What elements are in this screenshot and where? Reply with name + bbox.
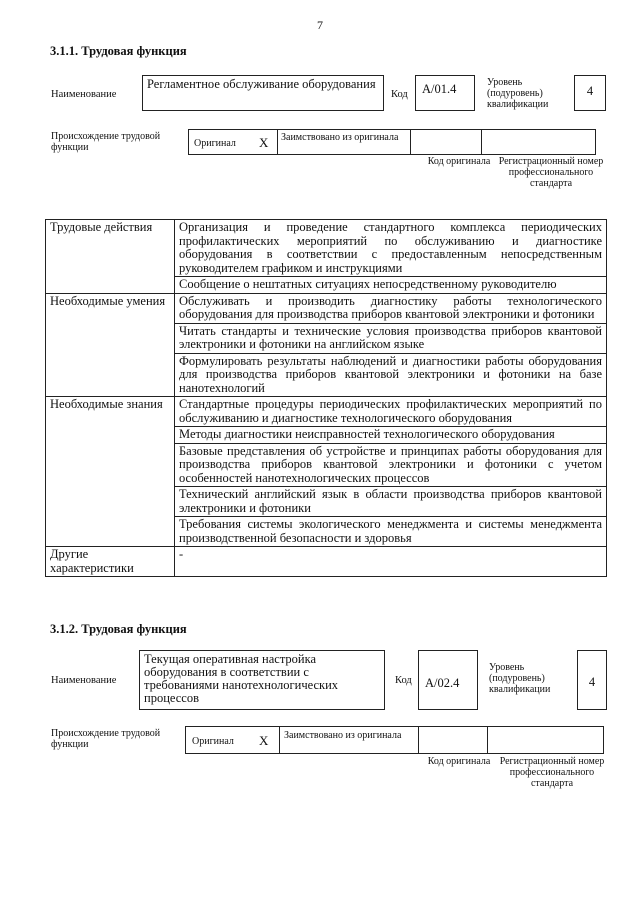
skill-item: Читать стандарты и технические условия производства приборов квантовой электроники и фотоники на английском языке [175,323,607,353]
origin-label: Происхождение трудовой функции [51,131,161,153]
knowledge-item: Технический английский язык в области производства приборов квантовой электроники и фотоники [175,487,607,517]
origin-row [186,726,604,754]
origin-row [189,129,596,155]
table-row [46,397,607,427]
knowledge-item: Методы диагностики неисправностей технологического оборудования [175,427,607,444]
code-label: Код [395,675,412,686]
table-row [46,220,607,277]
other-header: Другие характеристики [46,547,175,577]
skill-item: Обслуживать и производить диагностику работы технологического оборудования для производства приборов квантовой электроники и фотоники [175,293,607,323]
reg-number-cell [481,129,596,155]
skills-header: Необходимые умения [46,293,175,397]
borrowed-cell [279,726,419,754]
level-box: 4 [577,650,607,710]
knowledge-item: Базовые представления об устройстве и принципах работы оборудования для производства приборов квантовой электроники и фотоники с учетом особенностей нанотехнологических процессов [175,443,607,487]
original-mark: X [259,135,269,150]
original-cell [185,726,280,754]
section-title: 3.1.2. Трудовая функция [50,622,187,636]
action-item: Организация и проведение стандартного комплекса периодических профилактических мероприятий по обслуживанию и диагностике оборудования в соответствии с предоставленным непосредственным руководителем графиком и инструкциями [175,220,607,277]
function-details-table [45,219,607,577]
original-label: Оригинал [194,138,236,149]
code-original-caption: Код оригинала [427,756,491,767]
original-mark: X [259,733,269,748]
code-box: A/02.4 [418,650,478,710]
code-original-caption: Код оригинала [427,156,491,167]
table-row [46,547,607,577]
level-label: Уровень (подуровень) квалификации [487,77,549,110]
code-box: A/01.4 [415,75,475,111]
knowledge-item: Требования системы экологического менеджмента и системы менеджмента производственной безопасности и здоровья [175,517,607,547]
code-label: Код [391,89,408,100]
section-title: 3.1.1. Трудовая функция [50,44,187,58]
reg-number-caption: Регистрационный номер профессионального стандарта [499,756,605,789]
level-box: 4 [574,75,606,111]
table-row [46,293,607,323]
knowledge-header: Необходимые знания [46,397,175,547]
borrowed-label: Заимствовано из оригинала [281,132,399,143]
name-label: Наименование [51,675,117,686]
origin-label: Происхождение трудовой функции [51,728,161,750]
knowledge-item: Стандартные процедуры периодических профилактических мероприятий по обслуживанию и диагностике технологического оборудования [175,397,607,427]
borrowed-label: Заимствовано из оригинала [284,730,402,741]
other-value: - [175,547,607,577]
skill-item: Формулировать результаты наблюдений и диагностики работы оборудования для производства приборов квантовой электроники и фотоники на базе нанотехнологий [175,353,607,397]
actions-header: Трудовые действия [46,220,175,294]
reg-number-cell [487,726,604,754]
action-item: Сообщение о нештатных ситуациях непосредственному руководителю [175,277,607,294]
borrowed-cell [277,129,411,155]
original-cell [188,129,278,155]
original-label: Оригинал [192,736,234,747]
page-number: 7 [317,18,323,32]
code-original-cell [418,726,488,754]
function-name-box: Регламентное обслуживание оборудования [142,75,384,111]
reg-number-caption: Регистрационный номер профессионального стандарта [498,156,604,189]
name-label: Наименование [51,89,117,100]
function-name-box: Текущая оперативная настройка оборудования в соответствии с требованиями нанотехнологических процессов [139,650,385,710]
code-original-cell [410,129,482,155]
level-label: Уровень (подуровень) квалификации [489,662,551,695]
